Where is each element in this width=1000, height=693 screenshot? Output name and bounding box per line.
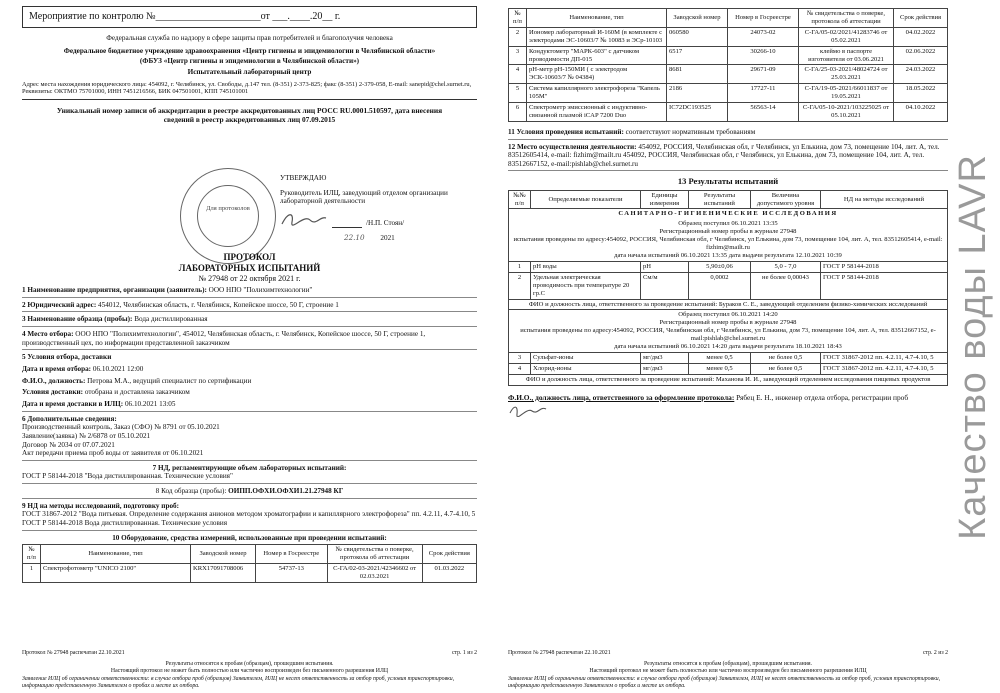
legal-address: Адрес места нахождения юридического лица: 454092, г. Челябинск, ул. Свободы, д.147 тел. (8-351) 2-373-825; факс (8-351) 2-379-058, E-mail: sanepid@chel.surnet.ru, Реквизиты: ОКТМО 75701000, ИНН 7451216566, БИК 047501001, КПП 745101001	[22, 81, 477, 100]
table-cell: менее 0,5	[689, 363, 751, 374]
table-row	[509, 352, 948, 363]
event-control-line: Мероприятие по контролю №_____________________от ___.____.20__ г.	[22, 6, 477, 28]
table-cell: Хлорид-ионы	[531, 363, 641, 374]
table-header-row: № п/п Наименование, тип Заводской номер Номер в Госреестре № свидетельства о поверке, протокола об аттестации Срок действия	[23, 545, 477, 564]
table-cell: 04.10.2022	[894, 103, 948, 122]
table-cell: 3	[509, 46, 527, 65]
table-cell: мг/дм3	[641, 352, 689, 363]
table-row	[509, 46, 948, 65]
protocol-responsible: Ф.И.О., должность лица, ответственного за оформление протокола: Рябец Е. Н., инженер отдела отбора, регистрации проб	[508, 394, 948, 417]
table-cell: не более 0,5	[751, 363, 821, 374]
table-cell: Удельная электрическая проводимость при температуре 20 гр.С	[531, 272, 641, 299]
agency-name: Федеральная служба по надзору в сфере защиты прав потребителей и благополучия человека	[106, 34, 393, 42]
approver-name: /Н.П. Стоян/	[366, 219, 405, 228]
table-cell: 2	[509, 272, 531, 299]
table-cell: См/м	[641, 272, 689, 299]
signature-mark	[508, 403, 548, 417]
section-9: 9 НД на методы исследований, подготовку проб: ГОСТ 31867-2012 "Вода питьевая. Определение содержания анионов методом хроматографии и капиллярного электрофореза" пп. 4.2.11, 4.7-4.10, 5 ГОСТ Р 58144-2018 Вода дистиллированная. Технические условия	[22, 502, 477, 531]
table-cell: 1	[509, 261, 531, 272]
table-cell: клеймо в паспорте изготовителя от 03.06.2021	[799, 46, 894, 65]
table-cell: ГОСТ Р 58144-2018	[821, 261, 948, 272]
table-row	[509, 272, 948, 299]
table-cell: 30266-10	[727, 46, 798, 65]
table-row: 1 Спектрофотометр "UNICO 2100" KRX17091708006 54737-13 С-ГА/02-03-2021/42346602 от 02.03.2021 01.03.2022	[23, 564, 477, 583]
round-stamp	[180, 168, 276, 264]
table-cell: 24073-02	[727, 27, 798, 46]
table-cell: 4	[509, 363, 531, 374]
org-short-name: (ФБУЗ «Центр гигиены и эпидемиологии в Челябинской области»)	[139, 57, 360, 66]
table-cell: С-ГА/05-02/2021/41283746 от 05.02.2021	[799, 27, 894, 46]
table-row	[509, 84, 948, 103]
section-4: 4 Место отбора: ООО НПО "Полихимтехнологии", 454012, Челябинская область, г. Челябинск, Копейское шоссе, 50 Г, строение 1, производственный цех, по информации представленной заказчиком	[22, 330, 477, 350]
approver-sign-line	[280, 210, 477, 228]
table-row	[509, 27, 948, 46]
section-5: 5 Условия отбора, доставки Дата и время отбора: 06.10.2021 12:00 Ф.И.О., должность: Петрова М.А., ведущий специалист по сертификации Условия доставки: отобрана и доставлена заказчиком Дата и время доставки в ИЛЦ: 06.10.2021 13:05	[22, 353, 477, 411]
table-cell: мг/дм3	[641, 363, 689, 374]
table-cell: 5,90±0,06	[689, 261, 751, 272]
page-footer-1: Протокол № 27948 распечатан 22.10.2021 стр. 1 из 2 Результаты относятся к пробам (образцам), прошедшим испытания. Настоящий протокол не может быть полностью или частично воспроизведен без письменного разрешения ИЛЦ Заявление ИЛЦ об ограничении ответственности: в случае отбора проб (образцов) Заявителем, ИЛЦ не несет ответственность за отбор проб, условия транспортировки, информацию представленную Заявителем о пробах и месте их отбора.	[22, 649, 477, 689]
table-cell: 4	[509, 65, 527, 84]
section-1: 1 Наименование предприятия, организации (заявитель): ООО НПО "Полихимтехнологии"	[22, 286, 477, 298]
table-cell: 060580	[667, 27, 728, 46]
section-2: 2 Юридический адрес: 454012, Челябинская область, г. Челябинск, Копейское шоссе, 50 Г, строение 1	[22, 301, 477, 313]
table-cell: не более 0,00043	[751, 272, 821, 299]
table-row	[509, 103, 948, 122]
approver-role: Руководитель ИЛЦ, заведующий отделом организации лабораторной деятельности	[280, 188, 448, 206]
table-cell: 0,0002	[689, 272, 751, 299]
table-cell: Иономер лабораторный И-160М (в комплекте с электродами ЭС-10603/7 № 10083 и ЭСр-10103	[527, 27, 667, 46]
section-6: 6 Дополнительные сведения: Производственный контроль, Заказ (СФО) № 8791 от 05.10.2021 Заявление(заявка) № 2/6878 от 05.10.2021 Договор № 2034 от 07.07.2021 Акт передачи приема проб воды от заявителя от 06.10.2021	[22, 415, 477, 461]
responsible-person-2: ФИО и должность лица, ответственного за проведение испытаний: Маханова И. И., заведующий отделением исследования пищевых продуктов	[509, 374, 948, 385]
approve-title: УТВЕРЖДАЮ	[280, 174, 327, 182]
table-cell: ГОСТ 31867-2012 пп. 4.2.11, 4.7-4.10, 5	[821, 352, 948, 363]
protocol-title-block	[22, 252, 477, 583]
table-cell: 29671-09	[727, 65, 798, 84]
table-cell: pH	[641, 261, 689, 272]
table-cell: 2186	[667, 84, 728, 103]
equipment-table-p1	[22, 544, 477, 583]
table-header-row: №№ п/п Определяемые показатели Единицы измерения Результаты испытаний Величина допустимого уровня НД на методы исследований	[509, 190, 948, 209]
protocol-page-1	[22, 6, 477, 690]
table-cell: pH-метр pH-150МИ ( с электродом ЭСК-10603/7 № 04384)	[527, 65, 667, 84]
table-cell: 02.06.2022	[894, 46, 948, 65]
approval-date: 22.10 2021	[344, 232, 395, 242]
result-rows-group-1	[509, 261, 948, 299]
responsible-person-1: ФИО и должность лица, ответственного за проведение испытаний: Бураков С. Е., заведующий отделением физико-химических исследований	[509, 299, 948, 310]
section-12: 12 Место осуществления деятельности: 454092, РОССИЯ, Челябинская обл, г Челябинск, ул Елькина, дом 73, помещение 104, лит. А, тел. 83512605414, e-mail: fizhim@mailt.ru 454092, РОССИЯ, Челябинская обл, г Челябинск, ул Елькина, дом 73, помещение 104, лит. А, тел. 83512667152, e-mail:pishlab@chel.surnet.ru	[508, 143, 948, 172]
table-cell: С-ГА/25-03-2021/48024724 от 25.03.2021	[799, 65, 894, 84]
table-row	[509, 65, 948, 84]
table-cell: 04.02.2022	[894, 27, 948, 46]
table-cell: 56563-14	[727, 103, 798, 122]
table-cell: IC72DC193525	[667, 103, 728, 122]
equipment-table-p2	[508, 8, 948, 122]
org-full-name: Федеральное бюджетное учреждение здравоохранения «Центр гигиены и эпидемиологии в Челябинской области»	[63, 46, 436, 55]
protocol-page-2	[508, 8, 948, 690]
table-cell: 5	[509, 84, 527, 103]
approval-block	[280, 174, 477, 243]
table-cell: не более 0,5	[751, 352, 821, 363]
section-8: 8 Код образца (пробы): ОИПП.ОФХИ.ОФХИ1.21.27948 КГ	[22, 487, 477, 499]
results-section-heading: САНИТАРНО-ГИГИЕНИЧЕСКИЕ ИССЛЕДОВАНИЯ	[509, 209, 948, 219]
table-cell: С-ГА/19-05-2021/66011837 от 19.05.2021	[799, 84, 894, 103]
page-footer-2: Протокол № 27948 распечатан 22.10.2021 стр. 2 из 2 Результаты относятся к пробам (образцам), прошедшим испытания. Настоящий протокол не может быть полностью или частично воспроизведен без письменного разрешения ИЛЦ Заявление ИЛЦ об ограничении ответственности: в случае отбора проб (образцов) Заявителем, ИЛЦ не несет ответственность за отбор проб, условия транспортировки, информацию представленную Заявителем о пробах и месте их отбора.	[508, 649, 948, 689]
table-cell: 17727-11	[727, 84, 798, 103]
sample-group-2-info: Образец поступил 06.10.2021 14:20 Регистрационный номер пробы в журнале 27948 испытания проведены по адресу:454092, РОССИЯ, Челябинская обл, г Челябинск, ул Елькина, дом 73, помещение 104, лит. А, тел. 83512667152, e-mail:pishlab@chel.surnet.ru дата начала испытаний 06.10.2021 14:20 дата выдачи результата 18.10.2021 18:43	[509, 310, 948, 353]
watermark-text: Качество воды LAVR	[952, 153, 995, 540]
section-11: 11 Условия проведения испытаний: соответствуют нормативным требованиям	[508, 128, 948, 140]
table-header-row: № п/п Наименование, тип Заводской номер Номер в Госреестре № свидетельства о поверке, протокола об аттестации Срок действия	[509, 9, 948, 28]
table-cell: 6	[509, 103, 527, 122]
sample-group-1-info: Образец поступил 06.10.2021 13:35 Регистрационный номер пробы в журнале 27948 испытания проведены по адресу:454092, РОССИЯ, Челябинская обл, г Челябинск, ул Елькина, дом 73, помещение 104, лит. А, тел. 83512605414, e-mail: fizhim@mailt.ru дата начала испытаний 06.10.2021 13:35 дата выдачи результата 12.10.2021 10:39	[509, 219, 948, 261]
table-row	[509, 363, 948, 374]
result-rows-group-2	[509, 352, 948, 374]
table-cell: Система капиллярного электрофореза "Капель 105М"	[527, 84, 667, 103]
lab-center-name: Испытательный лабораторный центр	[187, 67, 312, 76]
signature-mark	[280, 210, 328, 228]
table-cell: pH воды	[531, 261, 641, 272]
results-table	[508, 190, 948, 386]
results-title: 13 Результаты испытаний	[677, 176, 779, 187]
protocol-subtitle: ЛАБОРАТОРНЫХ ИСПЫТАНИЙ	[178, 262, 321, 273]
watermark-strip	[948, 0, 1000, 693]
section-7: 7 НД, регламентирующие объем лабораторных испытаний: ГОСТ Р 58144-2018 "Вода дистиллированная. Технические условия"	[22, 464, 477, 484]
table-cell: 2	[509, 27, 527, 46]
table-cell: С-ГА/05-10-2021/103225025 от 05.10.2021	[799, 103, 894, 122]
table-cell: 24.03.2022	[894, 65, 948, 84]
table-cell: Спектрометр эмиссионный с индуктивно-связанной плазмой iCAP 7200 Duo	[527, 103, 667, 122]
protocol-number: № 27948 от 22 октября 2021 г.	[198, 273, 301, 283]
table-cell: Кондуктометр "МАРК-603" с датчиком проводимости ДП-015	[527, 46, 667, 65]
table-cell: 3	[509, 352, 531, 363]
section-3: 3 Наименование образца (пробы): Вода дистиллированная	[22, 315, 477, 327]
protocol-title: ПРОТОКОЛ	[223, 252, 276, 262]
accreditation-record: Уникальный номер записи об аккредитации в реестре аккредитованных лиц РОСС RU.0001.510597, дата внесения сведений в реестр аккредитованных лиц 07.09.2015	[56, 105, 443, 124]
table-cell: менее 0,5	[689, 352, 751, 363]
table-row	[509, 261, 948, 272]
table-cell: 8681	[667, 65, 728, 84]
table-cell: ГОСТ 31867-2012 пп. 4.2.11, 4.7-4.10, 5	[821, 363, 948, 374]
table-cell: 5,0 - 7,0	[751, 261, 821, 272]
stamp-label: Для протоколов	[206, 205, 250, 212]
table-cell: 6517	[667, 46, 728, 65]
table-cell: 18.05.2022	[894, 84, 948, 103]
table-cell: Сульфат-ионы	[531, 352, 641, 363]
section-10: 10 Оборудование, средства измерений, использованные при проведении испытаний:	[112, 533, 387, 542]
equipment-rows	[509, 27, 948, 121]
table-cell: ГОСТ Р 58144-2018	[821, 272, 948, 299]
